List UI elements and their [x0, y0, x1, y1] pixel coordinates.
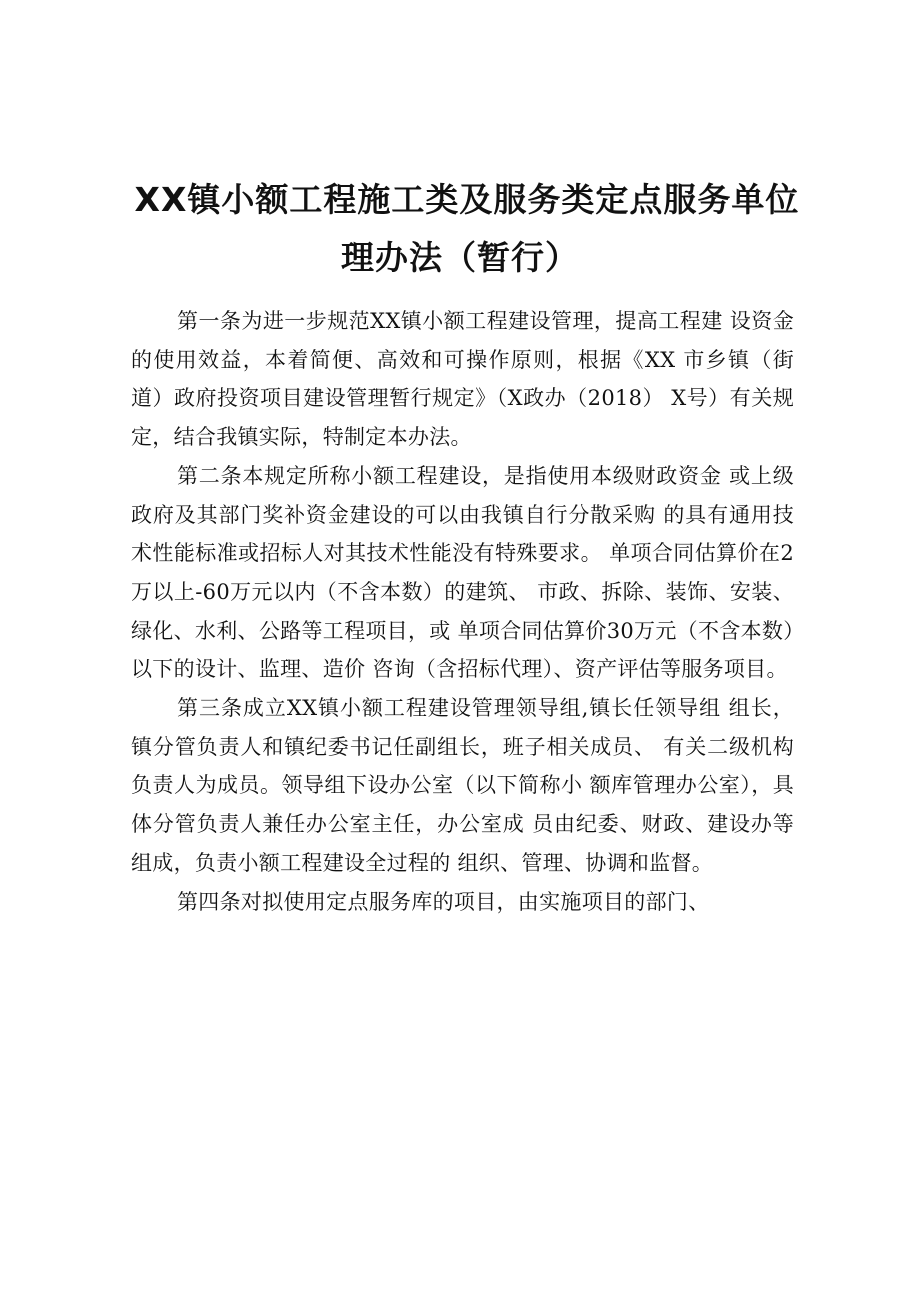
document-title-line1: XX镇小额工程施工类及服务类定点服务单位	[134, 180, 800, 219]
document-body	[131, 302, 794, 921]
article-1-paragraph: 第一条为进一步规范XX镇小额工程建设管理，提高工程建 设资金的使用效益，本着简便、高效和可操作原则，根据《XX 市乡镇（街道）政府投资项目建设管理暂行规定》（X政办（2018） X号）有关规定，结合我镇实际，特制定本办法。	[131, 309, 794, 450]
article-4-paragraph: 第四条对拟使用定点服务库的项目，由实施项目的部门、	[177, 889, 710, 914]
article-3-paragraph: 第三条成立XX镇小额工程建设管理领导组,镇长任领导组 组长，镇分管负责人和镇纪委书记任副组长，班子相关成员、 有关二级机构负责人为成员。领导组下设办公室（以下简称小 额库管理办公室），具体分管负责人兼任办公室主任，办公室成 员由纪委、财政、建设办等组成，负责小额工程建设全过程的 组织、管理、协调和监督。	[131, 696, 794, 875]
article-2-paragraph: 第二条本规定所称小额工程建设，是指使用本级财政资金 或上级政府及其部门奖补资金建设的可以由我镇自行分散采购 的具有通用技术性能标准或招标人对其技术性能没有特殊要求。 单项合同估算价在2万以上-60万元以内（不含本数）的建筑、 市政、拆除、装饰、安装、绿化、水利、公路等工程项目，或 单项合同估算价30万元（不含本数）以下的设计、监理、造价 咨询（含招标代理）、资产评估等服务项目。	[131, 463, 794, 682]
document-title-line2: 理办法（暂行）	[341, 238, 579, 277]
